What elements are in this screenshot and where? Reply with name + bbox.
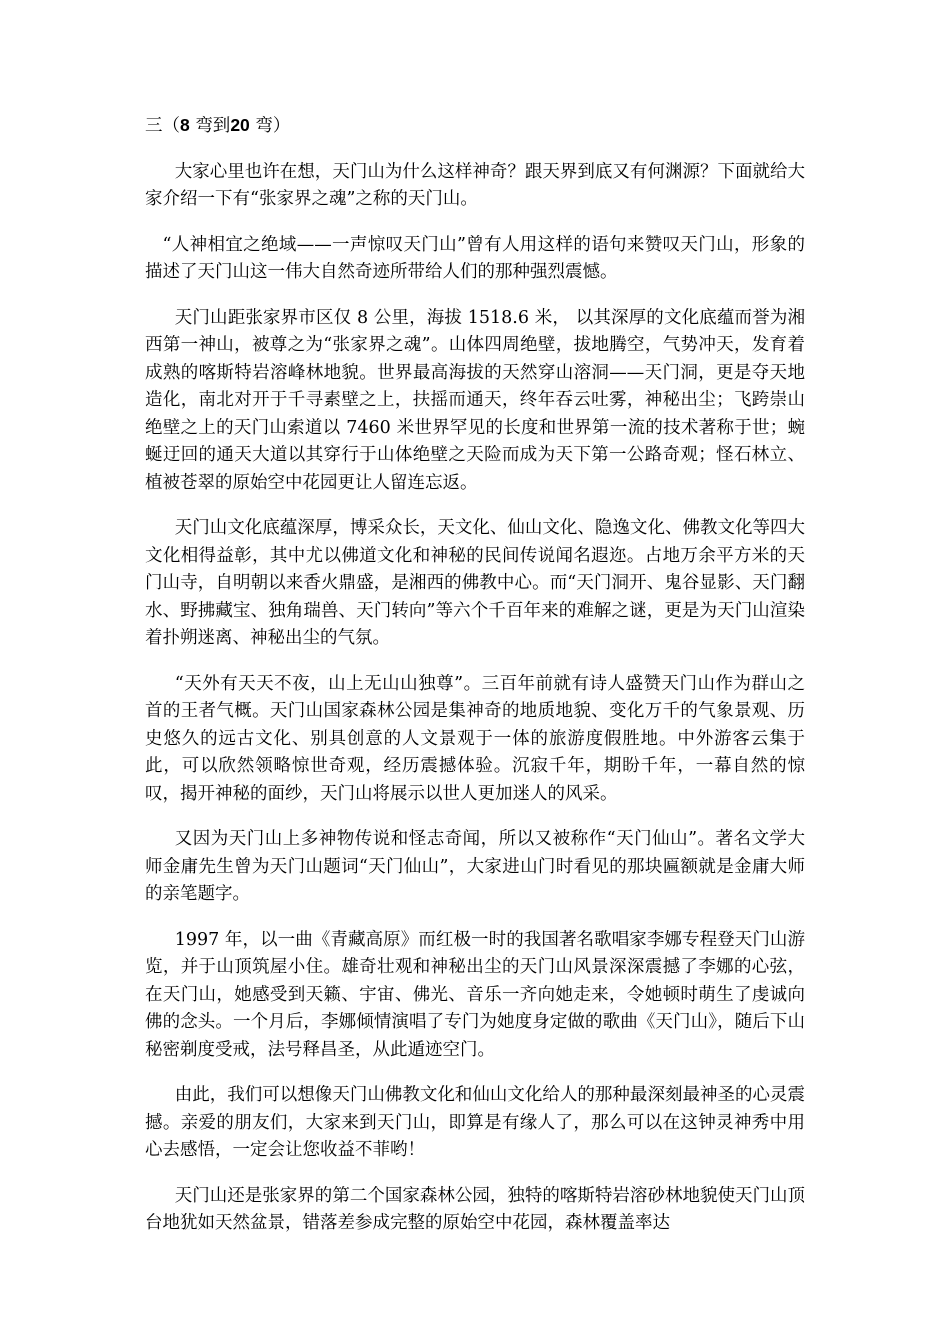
heading-mid: 弯到 [195,116,231,136]
heading-number-start: 8 [180,115,190,135]
paragraph-poem: “天外有天天不夜，山上无山山独尊”。三百年前就有诗人盛赞天门山作为群山之首的王者气概。天门山国家森林公园是集神奇的地质地貌、变化万千的气象景观、历史悠久的远古文化、别具创意的人文景观于一体的旅游度假胜地。中外游客云集于此，可以欣然领略惊世奇观，经历震撼体验。沉寂千年，期盼千年，一幕自然的惊叹，揭开神秘的面纱，天门山将展示以世人更加迷人的风采。 [145,673,805,804]
paragraph-li-na: 1997 年，以一曲《青藏高原》而红极一时的我国著名歌唱家李娜专程登天门山游览，并于山顶筑屋小住。雄奇壮观和神秘出尘的天门山风景深深震撼了李娜的心弦，在天门山，她感受到天籁、宇宙、佛光、音乐一齐向她走来，令她顿时萌生了虔诚向佛的念头。一个月后，李娜倾情演唱了专门为她度身定做的歌曲《天门山》，随后下山秘密剃度受戒，法号释昌圣，从此遁迹空门。 [145,929,805,1060]
heading-suffix: 弯） [255,116,291,136]
paragraph-quote: “人神相宜之绝域——一声惊叹天门山”曾有人用这样的语句来赞叹天门山，形象的描述了天门山这一伟大自然奇迹所带给人们的那种强烈震憾。 [145,234,805,282]
paragraph-fairy-mountain: 又因为天门山上多神物传说和怪志奇闻，所以又被称作“天门仙山”。著名文学大师金庸先生曾为天门山题词“天门仙山”，大家进山门时看见的那块匾额就是金庸大师的亲笔题字。 [145,829,805,904]
paragraph-spiritual: 由此，我们可以想像天门山佛教文化和仙山文化给人的那种最深刻最神圣的心灵震撼。亲爱的朋友们，大家来到天门山，即算是有缘人了，那么可以在这钟灵神秀中用心去感悟，一定会让您收益不菲哟！ [145,1085,805,1160]
paragraph-intro: 大家心里也许在想，天门山为什么这样神奇？跟天界到底又有何渊源？下面就给大家介绍一下有“张家界之魂”之称的天门山。 [145,161,805,209]
document-page [145,112,805,1256]
section-heading [145,112,805,141]
paragraph-geography: 天门山距张家界市区仅 8 公里，海拔 1518.6 米， 以其深厚的文化底蕴而誉为湘西第一神山，被尊之为“张家界之魂”。山体四周绝壁，拔地腾空，气势冲天，发育着成熟的喀斯特岩溶峰林地貌。世界最高海拔的天然穿山溶洞——天门洞，更是夺天地造化，南北对开于千寻素壁之上，扶摇而通天，终年吞云吐雾，神秘出尘；飞跨崇山绝壁之上的天门山索道以 7460 米世界罕见的长度和世界第一流的技术著称于世；蜿蜒迂回的通天大道以其穿行于山体绝壁之天险而成为天下第一公路奇观；怪石林立、植被苍翠的原始空中花园更让人留连忘返。 [145,307,805,493]
heading-number-end: 20 [230,115,250,135]
paragraph-culture: 天门山文化底蕴深厚，博采众长，天文化、仙山文化、隐逸文化、佛教文化等四大文化相得益彰，其中尤以佛道文化和神秘的民间传说闻名遐迩。占地万余平方米的天门山寺，自明朝以来香火鼎盛，是湘西的佛教中心。而“天门洞开、鬼谷显影、天门翻水、野拂藏宝、独角瑞兽、天门转向”等六个千百年来的难解之谜，更是为天门山渲染着扑朔迷离、神秘出尘的气氛。 [145,518,805,648]
heading-prefix: 三（ [145,116,180,136]
paragraph-forest-park: 天门山还是张家界的第二个国家森林公园，独特的喀斯特岩溶砂林地貌使天门山顶台地犹如天然盆景，错落差参成完整的原始空中花园，森林覆盖率达 [145,1185,805,1233]
